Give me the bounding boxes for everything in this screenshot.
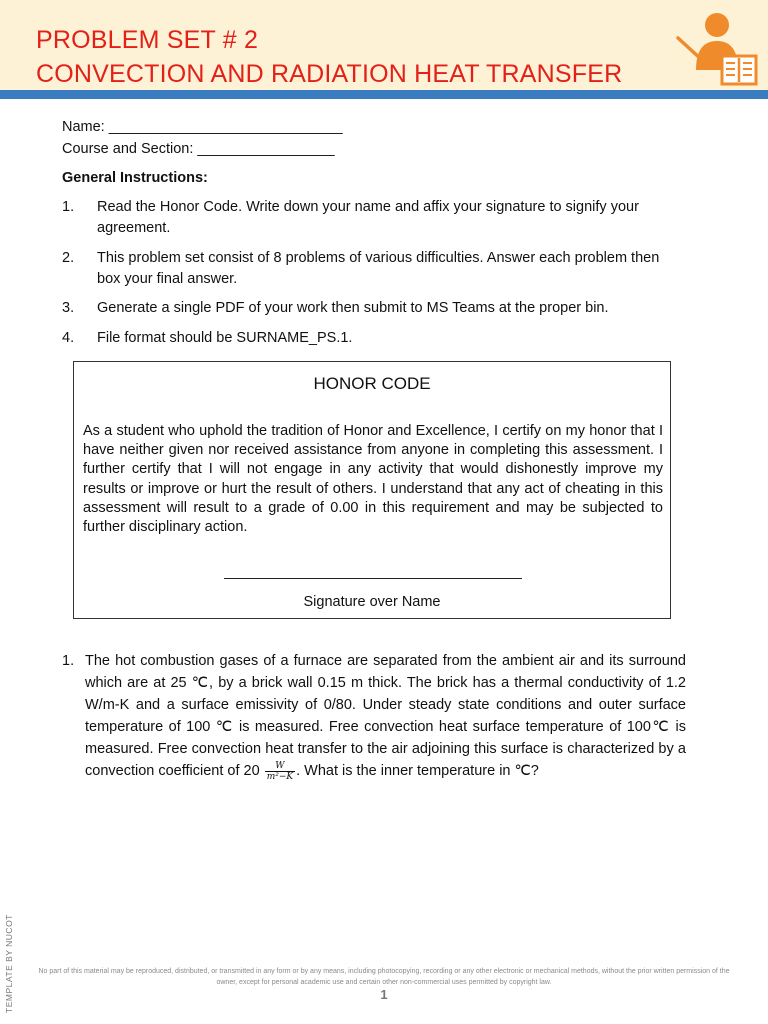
- instruction-text: File format should be SURNAME_PS.1.: [97, 330, 353, 346]
- instruction-number: 3.: [62, 300, 75, 316]
- problem-text-main: The hot combustion gases of a furnace are separated from the ambient air and its surround which are at 25 ℃, by a brick wall 0.15 m thick. The brick has a thermal conductivity of 1.2 W/m-K and a surface emissivity of 0/80. Under steady state conditions and outer surface temperature of 100 ℃ is measured. Free convection heat surface temperature of 100℃ is measured. Free convection heat transfer to the air adjoining this surface is characterized by a convection coefficient of 20: [85, 653, 686, 779]
- unit-fraction: [265, 761, 295, 782]
- signature-line: [224, 578, 522, 579]
- honor-code-box: [73, 361, 671, 619]
- problem-text-end: . What is the inner temperature in ℃?: [296, 763, 539, 779]
- page-subtitle: CONVECTION AND RADIATION HEAT TRANSFER: [36, 60, 623, 88]
- honor-code-title: HONOR CODE: [313, 374, 431, 393]
- instruction-number: 4.: [62, 330, 75, 346]
- instruction-number: 1.: [62, 199, 75, 215]
- instruction-text: This problem set consist of 8 problems of various difficulties. Answer each problem then box your final answer.: [97, 250, 660, 287]
- instruction-item: [62, 328, 682, 349]
- course-section-field: Course and Section: _________________: [62, 141, 335, 157]
- teacher-board-icon: [660, 8, 760, 88]
- header-rule: [0, 90, 768, 99]
- instruction-number: 2.: [62, 250, 75, 266]
- problem-text: [85, 650, 686, 782]
- problem-number: 1.: [62, 653, 75, 669]
- instruction-text: Read the Honor Code. Write down your name and affix your signature to signify your agreement.: [97, 199, 639, 236]
- fraction-denominator: m²−K: [266, 771, 294, 782]
- instruction-item: [62, 197, 682, 239]
- problem-1: [62, 650, 686, 782]
- fraction-numerator: W: [265, 761, 295, 772]
- signature-label: Signature over Name: [303, 594, 441, 610]
- name-field: Name: _____________________________: [62, 119, 343, 135]
- instruction-item: [62, 248, 682, 290]
- page-title: PROBLEM SET # 2: [36, 26, 259, 54]
- instructions-heading: General Instructions:: [62, 170, 208, 186]
- instruction-text: Generate a single PDF of your work then submit to MS Teams at the proper bin.: [97, 300, 609, 316]
- template-credit-text: TEMPLATE BY NUCOT: [4, 914, 14, 1013]
- copyright-notice: No part of this material may be reproduced, distributed, or transmitted in any form or by any means, including photocopying, recording or any other electronic or mechanical methods, without the prior written permission of the owner, except for personal academic use and certain other non-commercial uses permitted by copyright law.: [38, 968, 730, 986]
- instruction-item: [62, 298, 682, 319]
- page-number: 1: [380, 987, 388, 1002]
- honor-code-text: As a student who uphold the tradition of Honor and Excellence, I certify on my honor that I have neither given nor received assistance from anyone in completing this assessment. I further certify that I will not engage in any activity that would dishonestly improve my results or improve or hurt the result of others. I understand that any act of cheating in this assessment will result to a grade of 0.00 in this requirement and may be subjected to further disciplinary action.: [83, 423, 663, 536]
